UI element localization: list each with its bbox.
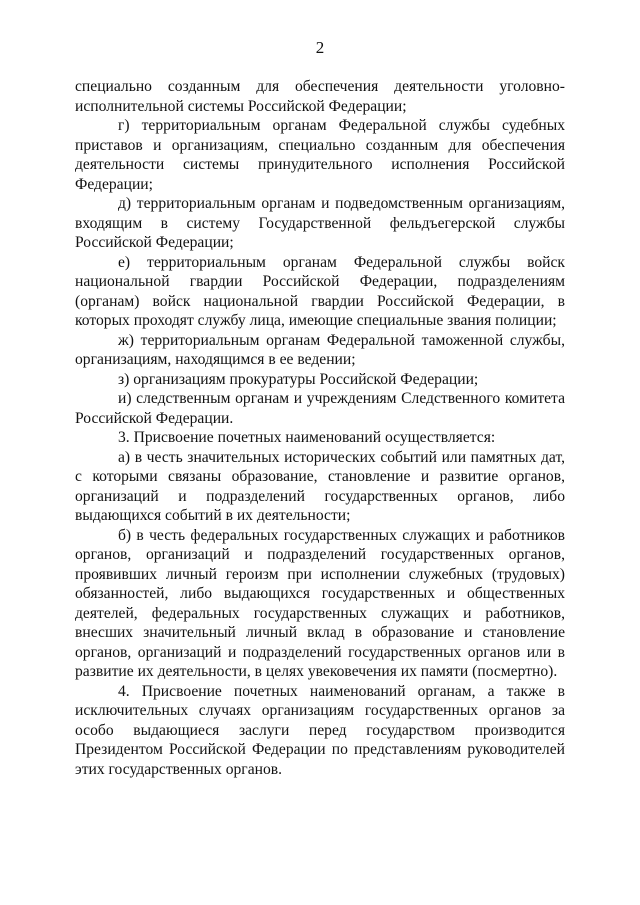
paragraph-section-4: 4. Присвоение почетных наименований органам, а также в исключительных случаях организациям государственных органов за особо выдающиеся заслуги перед государством производится Президентом Российской Федерации по представлениям руководителей этих государственных органов. bbox=[75, 682, 565, 778]
paragraph-item-d: д) территориальным органам и подведомственным организациям, входящим в систему Государственной фельдъегерской службы Российской Федерации; bbox=[75, 195, 565, 251]
paragraph-section-3: 3. Присвоение почетных наименований осуществляется: bbox=[118, 429, 496, 446]
paragraph-item-z: з) организациям прокуратуры Российской Федерации; bbox=[118, 370, 479, 388]
paragraph-item-a: а) в честь значительных исторических событий или памятных дат, с которыми связаны образование, становление и развитие органов, организаций и подразделений государственных органов, либо выдающихся событий в их деятельности; bbox=[75, 448, 565, 524]
paragraph-item-b: б) в честь федеральных государственных служащих и работников органов, организаций и подразделений государственных органов, проявивших личный героизм при исполнении служебных (трудовых) обязанностей, либо выдающихся государственных и общественных деятелей, федеральных государственных служащих и работников, внесших значительный личный вклад в образование и становление органов, организаций и подразделений государственных органов или в развитие их деятельности, в целях увековечения их памяти (посмертно). bbox=[75, 526, 565, 680]
paragraph-item-g: г) территориальным органам Федеральной службы судебных приставов и организациям, специально созданным для обеспечения деятельности системы принудительного исполнения Российской Федерации; bbox=[75, 117, 565, 193]
paragraph-item-i: и) следственным органам и учреждениям Следственного комитета Российской Федерации. bbox=[75, 390, 565, 427]
document-body bbox=[75, 77, 565, 779]
page-number: 2 bbox=[315, 38, 325, 57]
paragraph-continuation: специально созданным для обеспечения деятельности уголовно-исполнительной системы Российской Федерации; bbox=[75, 78, 565, 115]
paragraph-item-zh: ж) территориальным органам Федеральной таможенной службы, организациям, находящимся в ее ведении; bbox=[75, 331, 565, 368]
paragraph-item-e: е) территориальным органам Федеральной службы войск национальной гвардии Российской Федерации, подразделениям (органам) войск национальной гвардии Российской Федерации, в которых проходят службу лица, имеющие специальные звания полиции; bbox=[75, 253, 565, 329]
